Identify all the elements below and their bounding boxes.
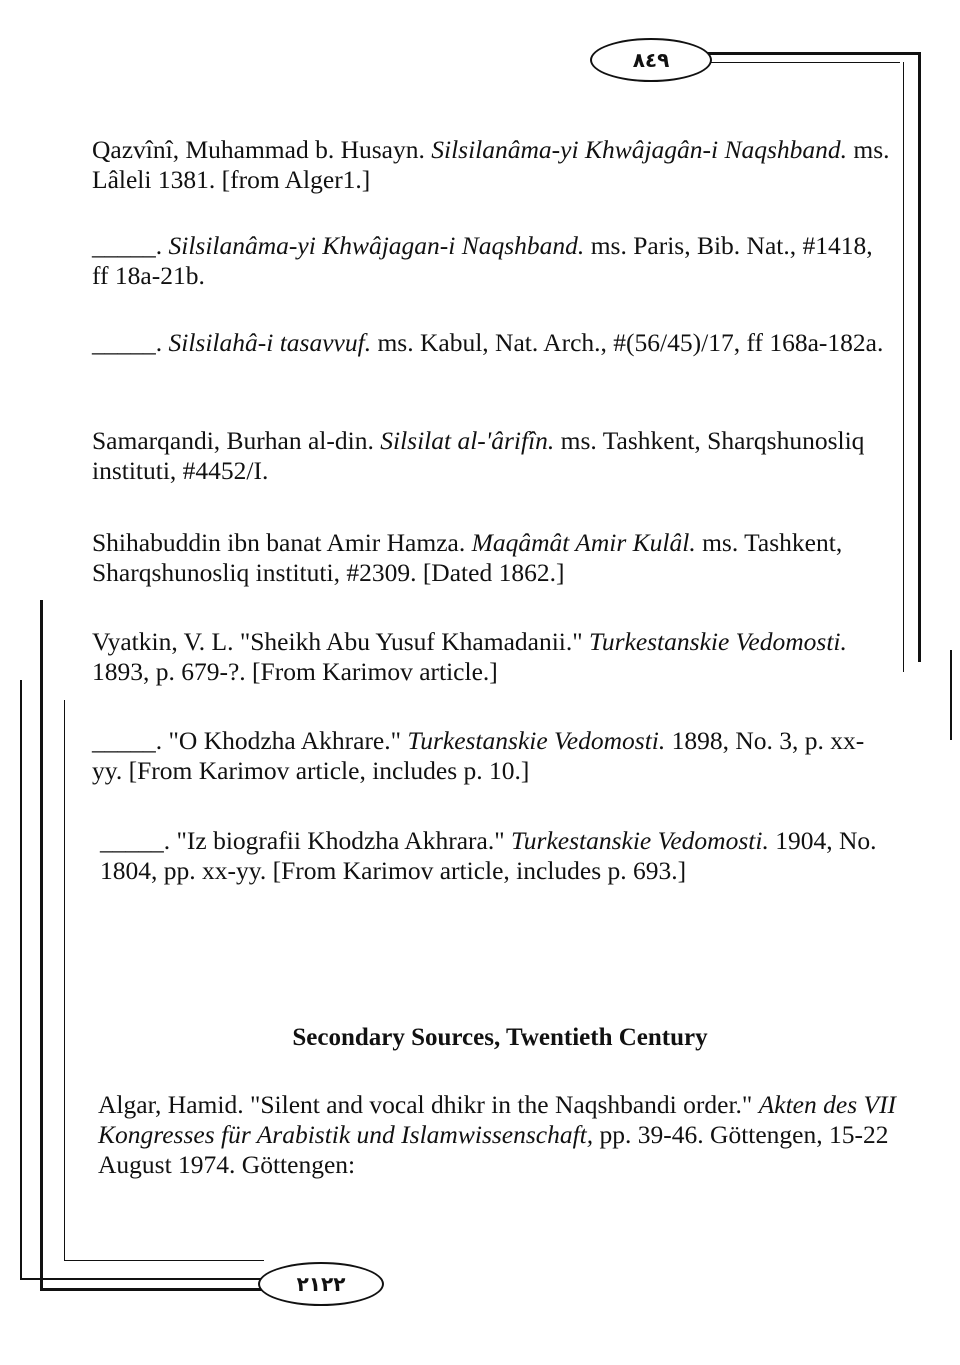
- entry-author: Samarqandi, Burhan al-din.: [92, 426, 381, 455]
- bib-entry: [92, 528, 892, 588]
- entry-title: Turkestanskie Vedomosti.: [589, 627, 847, 656]
- entry-details: 1904, No. 1804, pp. xx-yy. [From Karimov article, includes p. 693.]: [100, 826, 877, 885]
- entry-details: 1898, No. 3, p. xx-yy. [From Karimov article, includes p. 10.]: [92, 726, 865, 785]
- frame-left-line-2: [20, 680, 22, 1280]
- entry-author: _____. "Iz biografii Khodzha Akhrara.": [100, 826, 511, 855]
- entry-title: Akten des VII Kongresses für Arabistik und Islamwissenschaft,: [98, 1090, 897, 1149]
- entry-author: Vyatkin, V. L. "Sheikh Abu Yusuf Khamadanii.": [92, 627, 590, 656]
- entry-author: _____.: [92, 231, 169, 260]
- frame-right-stub: [950, 650, 952, 740]
- entry-author: Algar, Hamid. "Silent and vocal dhikr in the Naqshbandi order.": [98, 1090, 759, 1119]
- bib-entry: [100, 826, 900, 886]
- frame-right-line: [918, 52, 921, 662]
- entry-title: Turkestanskie Vedomosti.: [511, 826, 769, 855]
- page-number-top: ٨٤٩: [590, 38, 712, 82]
- bib-entry: [92, 328, 892, 358]
- entry-author: Qazvînî, Muhammad b. Husayn.: [92, 135, 432, 164]
- bib-entry: [92, 426, 892, 486]
- entry-details: 1893, p. 679-?. [From Karimov article.]: [92, 657, 498, 686]
- entry-title: Silsilanâma-yi Khwâjagan-i Naqshband.: [168, 231, 585, 260]
- page-number-bottom: ۲۱۲۲: [258, 1262, 384, 1306]
- bib-entry: [92, 135, 892, 195]
- entry-title: Silsilanâma-yi Khwâjagân-i Naqshband.: [431, 135, 848, 164]
- frame-left-line: [40, 600, 43, 1290]
- frame-bottom-line: [40, 1288, 265, 1291]
- frame-top-line: [700, 52, 920, 55]
- entry-details: ms. Tashkent, Sharqshunosliq instituti, #4452/I.: [92, 426, 865, 485]
- entry-title: Maqâmât Amir Kulâl.: [471, 528, 696, 557]
- frame-top-line-inner: [700, 62, 900, 63]
- entry-author: Shihabuddin ibn banat Amir Hamza.: [92, 528, 472, 557]
- entry-author: _____.: [92, 328, 169, 357]
- entry-title: Silsilahâ-i tasavvuf.: [168, 328, 372, 357]
- entry-details: ms. Tashkent, Sharqshunosliq instituti, #2309. [Dated 1862.]: [92, 528, 843, 587]
- frame-left-line-inner: [64, 700, 65, 1260]
- section-heading: Secondary Sources, Twentieth Century: [292, 1024, 708, 1051]
- frame-bottom-line-inner: [64, 1260, 264, 1261]
- entry-details: ms. Kabul, Nat. Arch., #(56/45)/17, ff 168a-182a.: [371, 328, 884, 357]
- frame-right-line-inner: [903, 62, 904, 672]
- frame-bottom-line-2: [20, 1278, 265, 1280]
- bib-entry: [92, 726, 892, 786]
- entry-details: ms. Lâleli 1381. [from Alger1.]: [92, 135, 890, 194]
- entry-title: Silsilat al-'ârifîn.: [380, 426, 555, 455]
- entry-title: Turkestanskie Vedomosti.: [407, 726, 666, 755]
- entry-details: pp. 39-46. Göttengen, 15-22 August 1974. Göttengen:: [98, 1120, 889, 1179]
- bib-entry: [98, 1090, 898, 1180]
- entry-author: _____. "O Khodzha Akhrare.": [92, 726, 408, 755]
- entry-details: ms. Paris, Bib. Nat., #1418, ff 18a-21b.: [92, 231, 873, 290]
- bib-entry: [92, 627, 892, 687]
- bib-entry: [92, 231, 892, 291]
